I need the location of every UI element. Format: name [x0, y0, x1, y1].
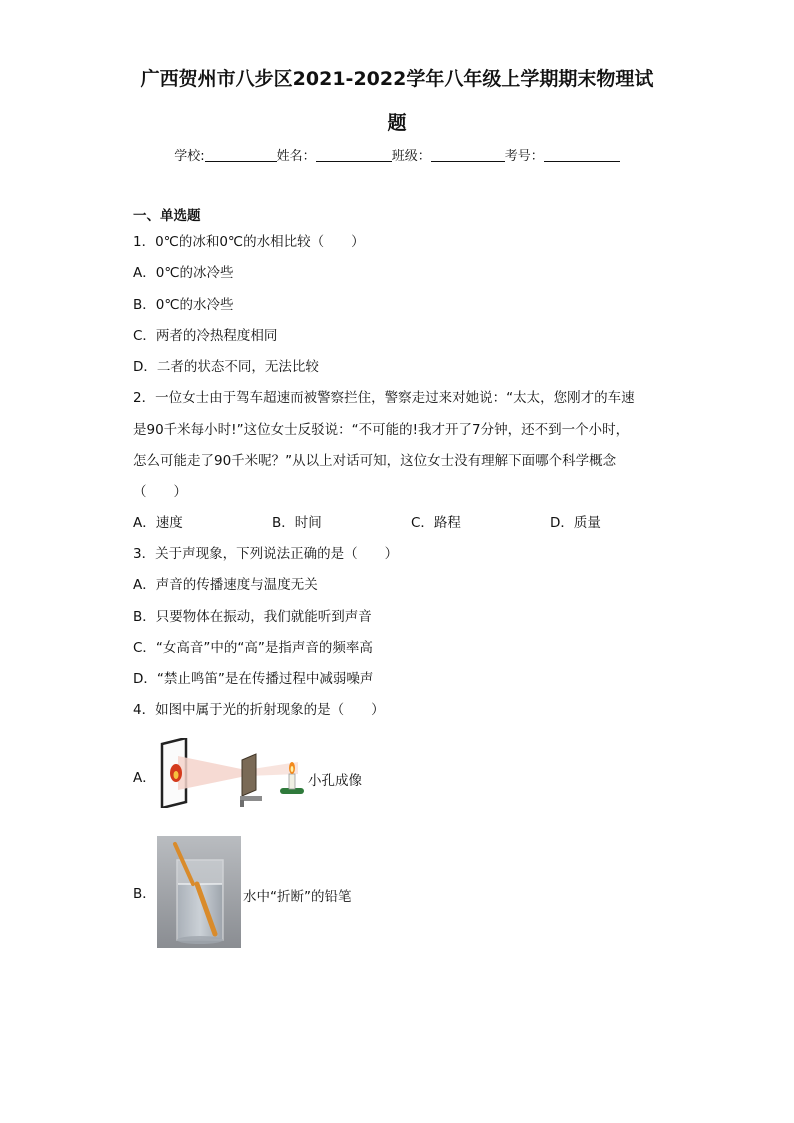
q1-option-a: A．0℃的冰冷些 — [133, 265, 234, 281]
q4-option-a-label: A． — [133, 770, 156, 786]
title-line-2: 题 — [387, 112, 407, 134]
q2-options — [133, 514, 689, 532]
section-heading: 一、单选题 — [133, 208, 201, 224]
school-label: 学校: — [174, 149, 205, 164]
q4-option-a-caption: 小孔成像 — [308, 773, 362, 789]
q1-stem: 1．0℃的冰和0℃的水相比较（ ） — [133, 234, 365, 250]
class-blank[interactable] — [431, 148, 505, 162]
q3-option-d: D．“禁止鸣笛”是在传播过程中减弱噪声 — [133, 671, 374, 687]
q3-stem: 3．关于声现象，下列说法正确的是（ ） — [133, 546, 399, 562]
q2-option-d: D．质量 — [550, 515, 601, 531]
title-line-1: 广西贺州市八步区2021-2022学年八年级上学期期末物理试 — [140, 68, 654, 90]
exam-no-label: 考号： — [504, 149, 544, 164]
q3-option-c: C．“女高音”中的“高”是指声音的频率高 — [133, 640, 373, 656]
page-title — [90, 66, 704, 137]
bent-pencil-image — [157, 836, 241, 948]
q1-option-c: C．两者的冷热程度相同 — [133, 328, 278, 344]
school-blank[interactable] — [205, 148, 277, 162]
q4-option-b-label: B． — [133, 886, 156, 902]
q1-option-b: B．0℃的水冷些 — [133, 297, 234, 313]
q2-option-a: A．速度 — [133, 515, 183, 531]
q2-stem-line-2: 是90千米每小时!”这位女士反驳说：“不可能的!我才开了7分钟，还不到一个小时， — [133, 422, 630, 438]
student-info-row — [0, 145, 794, 164]
q2-stem-line-4: （ ） — [133, 484, 187, 500]
q4-option-b-caption: 水中“折断”的铅笔 — [243, 889, 352, 905]
name-label: 姓名： — [276, 149, 316, 164]
class-label: 班级： — [391, 149, 431, 164]
q3-option-b: B．只要物体在振动，我们就能听到声音 — [133, 609, 372, 625]
q2-stem-line-1: 2．一位女士由于驾车超速而被警察拦住，警察走过来对她说：“太太，您刚才的车速 — [133, 390, 635, 406]
q1-option-d: D．二者的状态不同，无法比较 — [133, 359, 319, 375]
name-blank[interactable] — [316, 148, 392, 162]
q4-stem: 4．如图中属于光的折射现象的是（ ） — [133, 702, 385, 718]
q2-option-b: B．时间 — [272, 515, 322, 531]
q2-option-c: C．路程 — [411, 515, 461, 531]
q3-option-a: A．声音的传播速度与温度无关 — [133, 577, 318, 593]
exam-no-blank[interactable] — [544, 148, 620, 162]
pinhole-camera-image — [156, 738, 306, 808]
q2-stem-line-3: 怎么可能走了90千米呢？”从以上对话可知，这位女士没有理解下面哪个科学概念 — [133, 453, 617, 469]
